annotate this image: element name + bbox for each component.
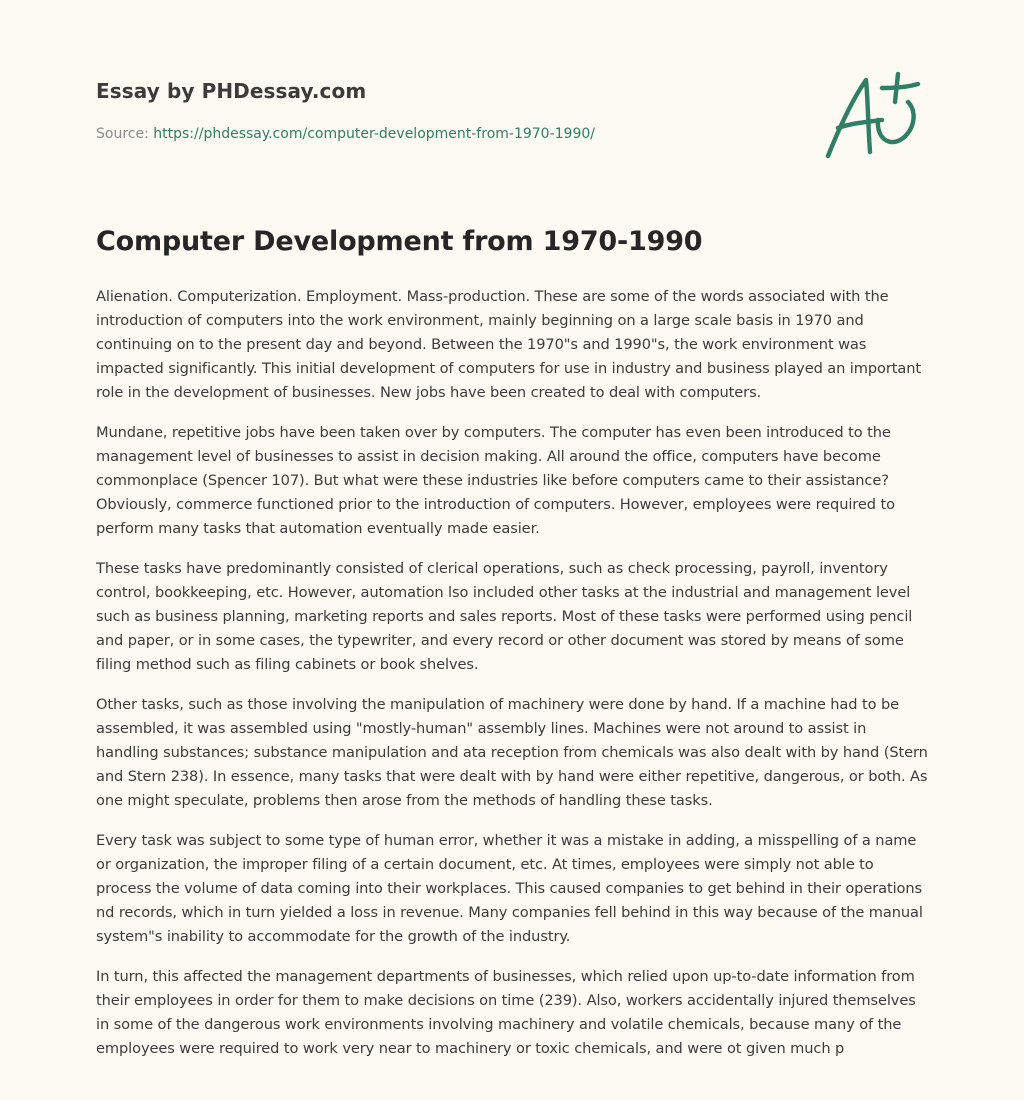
paragraph: Mundane, repetitive jobs have been taken over by computers. The computer has even been introduced to the management level of businesses to assist in decision making. All around the office, computers have become commonplace (Spencer 107). But what were these industries like before computers came to their assistance? Obviously, commerce functioned prior to the introduction of computers. However, employees were required to perform many tasks that automation eventually made easier. — [96, 424, 895, 537]
source-link[interactable]: https://phdessay.com/computer-development-from-1970-1990/ — [153, 126, 595, 142]
article-title: Computer Development from 1970-1990 — [96, 226, 703, 257]
article-body — [96, 285, 930, 1091]
paragraph: Every task was subject to some type of human error, whether it was a mistake in adding, a misspelling of a name or organization, the improper filing of a certain document, etc. At times, employees were simply not able to process the volume of data coming into their workplaces. This caused companies to get behind in their operations nd records, which in turn yielded a loss in revenue. Many companies fell behind in this way because of the manual system"s inability to accommodate for the growth of the industry. — [96, 832, 923, 945]
a-plus-logo-icon — [822, 70, 926, 164]
paragraph: These tasks have predominantly consisted of clerical operations, such as check processing, payroll, inventory control, bookkeeping, etc. However, automation lso included other tasks at the industrial and management level such as business planning, marketing reports and sales reports. Most of these tasks were performed using pencil and paper, or in some cases, the typewriter, and every record or other document was stored by means of some filing method such as filing cabinets or book shelves. — [96, 560, 913, 673]
site-brand: Essay by PHDessay.com — [96, 79, 367, 103]
paragraph: Alienation. Computerization. Employment. Mass-production. These are some of the words associated with the introduction of computers into the work environment, mainly beginning on a large scale basis in 1970 and continuing on to the present day and beyond. Between the 1970"s and 1990"s, the work environment was impacted significantly. This initial development of computers for use in industry and business played an important role in the development of businesses. New jobs have been created to deal with computers. — [96, 288, 922, 401]
source-label: Source: — [96, 126, 154, 142]
paragraph: In turn, this affected the management departments of businesses, which relied upon up-to-date information from their employees in order for them to make decisions on time (239). Also, workers accidentally injured themselves in some of the dangerous work environments involving machinery and volatile chemicals, because many of the employees were required to work very near to machinery or toxic chemicals, and were ot given much p — [96, 968, 916, 1057]
paragraph: Other tasks, such as those involving the manipulation of machinery were done by hand. If a machine had to be assembled, it was assembled using "mostly-human" assembly lines. Machines were not around to assist in handling substances; substance manipulation and ata reception from chemicals was also dealt with by hand (Stern and Stern 238). In essence, many tasks that were dealt with by hand were either repetitive, dangerous, or both. As one might speculate, problems then arose from the methods of handling these tasks. — [96, 696, 928, 809]
essay-header — [96, 74, 928, 184]
source-line — [96, 126, 595, 142]
